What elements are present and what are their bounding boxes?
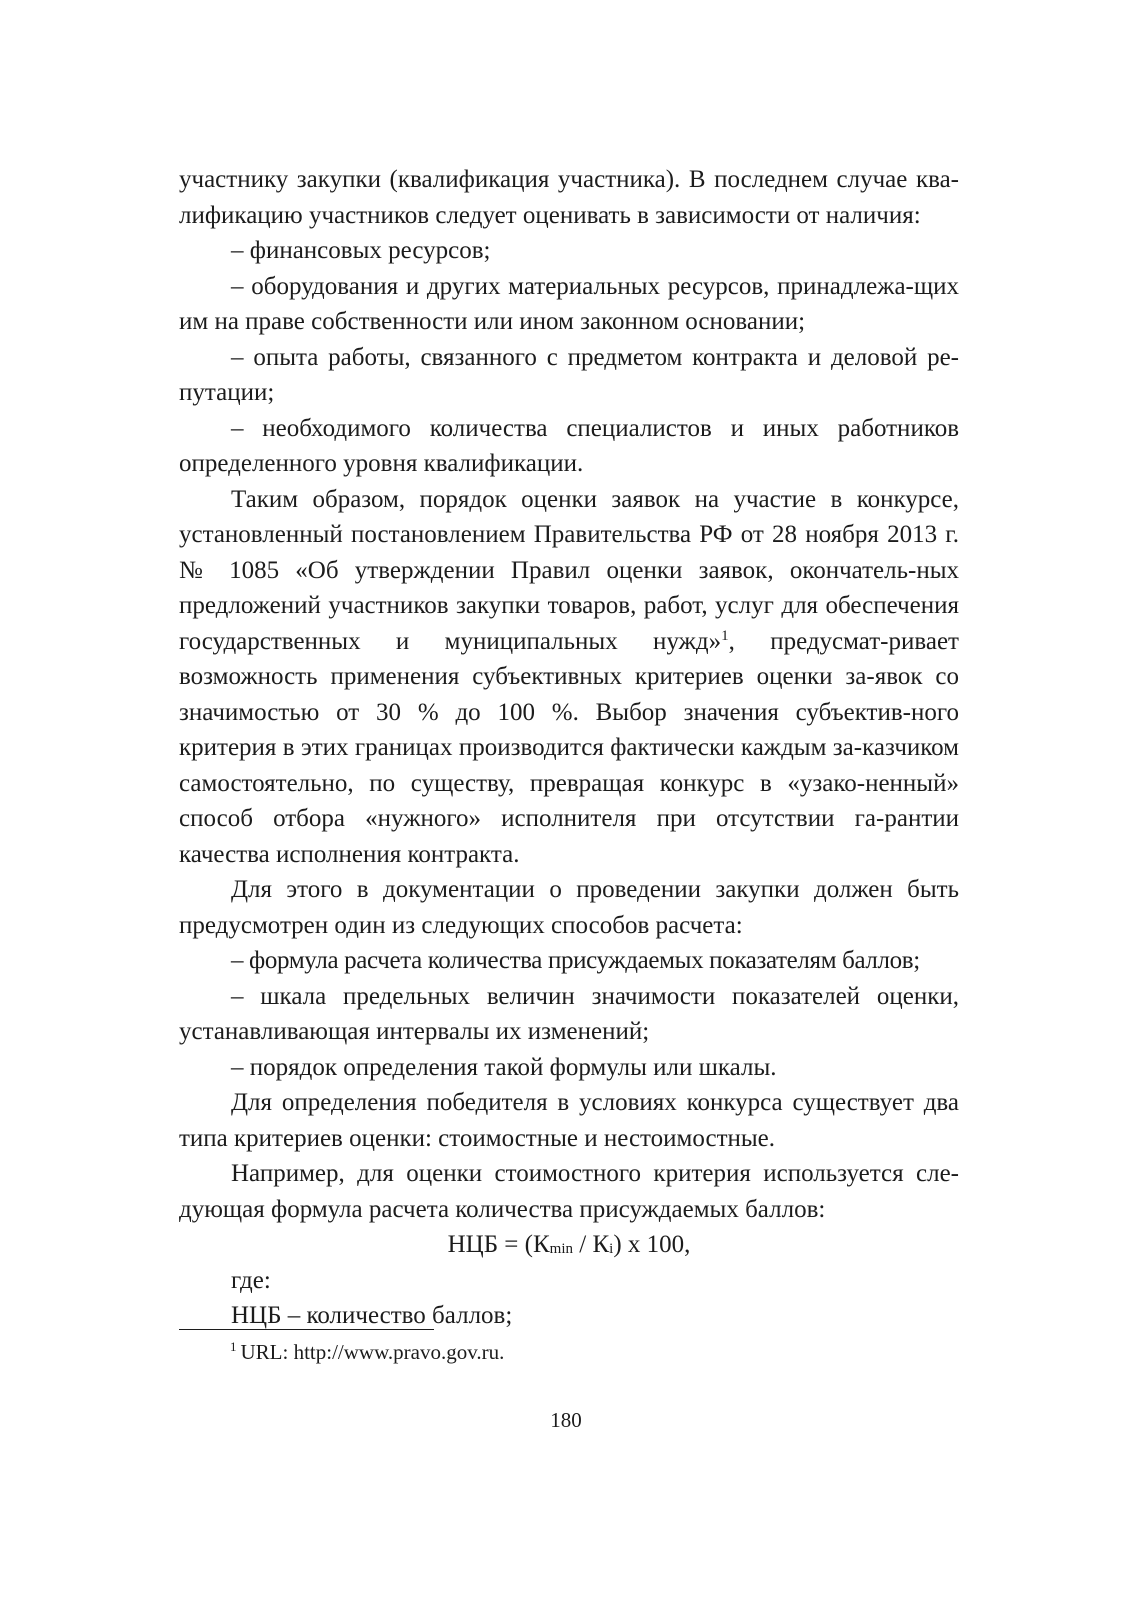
footnote-divider (179, 1329, 434, 1330)
paragraph-calculation-methods: Для этого в документации о проведении закупки должен быть предусмотрен один из следующих способов расчета: (179, 876, 959, 939)
paragraph-main (179, 482, 959, 873)
paragraph-main-text-continued: , предусмат-ривает возможность применения субъективных критериев оценки за-явок со значимостью от 30 % до 100 %. Выбор значения субъектив-ного критерия в этих границах производится фактически каждым за-казчиком самостоятельно, по существу, превращая конкурс в «узако-ненный» способ отбора «нужного» исполнителя при отсутствии га-рантии качества исполнения контракта. (179, 627, 959, 868)
footnote (230, 1338, 504, 1366)
page-number: 180 (550, 1408, 582, 1432)
definition-ncb: НЦБ – количество баллов; (231, 1302, 513, 1329)
list-item-scale: – шкала предельных величин значимости показателей оценки, устанавливающая интервалы их изменений; (179, 982, 959, 1045)
paragraph-main-text: Таким образом, порядок оценки заявок на участие в конкурсе, установленный постановлением Правительства РФ от 28 ноября 2013 г. № 1085 «Об утверждении Правил оценки заявок, окончатель-ных предложений участников закупки товаров, работ, услуг для обеспечения государственных и муниципальных нужд» (179, 485, 959, 655)
list-item-specialists: – необходимого количества специалистов и иных работников определенного уровня квалификации. (179, 414, 959, 477)
list-item-experience: – опыта работы, связанного с предметом контракта и деловой ре-путации; (179, 343, 959, 406)
paragraph-qualification: участнику закупки (квалификация участника). В последнем случае ква-лификацию участников следует оценивать в зависимости от наличия: (179, 166, 959, 229)
footnote-reference: 1 (721, 627, 729, 644)
formula-subscript-min: min (549, 1241, 574, 1257)
list-item-equipment: – оборудования и других материальных ресурсов, принадлежа-щих им на праве собственности или ином законном основании; (179, 272, 959, 335)
list-item-financial: – финансовых ресурсов; (231, 237, 491, 264)
footnote-text: URL: http://www.pravo.gov.ru. (240, 1340, 505, 1364)
paragraph-criteria-types: Для определения победителя в условиях конкурса существует два типа критериев оценки: стоимостные и нестоимостные. (179, 1089, 959, 1152)
list-item-formula: – формула расчета количества присуждаемых показателям баллов; (231, 947, 920, 974)
formula (179, 1227, 959, 1263)
footnote-marker: 1 (230, 1339, 237, 1354)
where-label: где: (231, 1266, 271, 1294)
formula-lhs: НЦБ = (К (447, 1231, 550, 1258)
list-item-order: – порядок определения такой формулы или шкалы. (231, 1053, 777, 1081)
page-body (179, 162, 959, 1334)
formula-rhs: ) x 100, (613, 1231, 691, 1258)
formula-mid: / К (573, 1231, 610, 1258)
paragraph-cost-criterion: Например, для оценки стоимостного критерия используется сле-дующая формула расчета количества присуждаемых баллов: (179, 1160, 959, 1223)
formula-subscript-i: i (609, 1241, 614, 1257)
